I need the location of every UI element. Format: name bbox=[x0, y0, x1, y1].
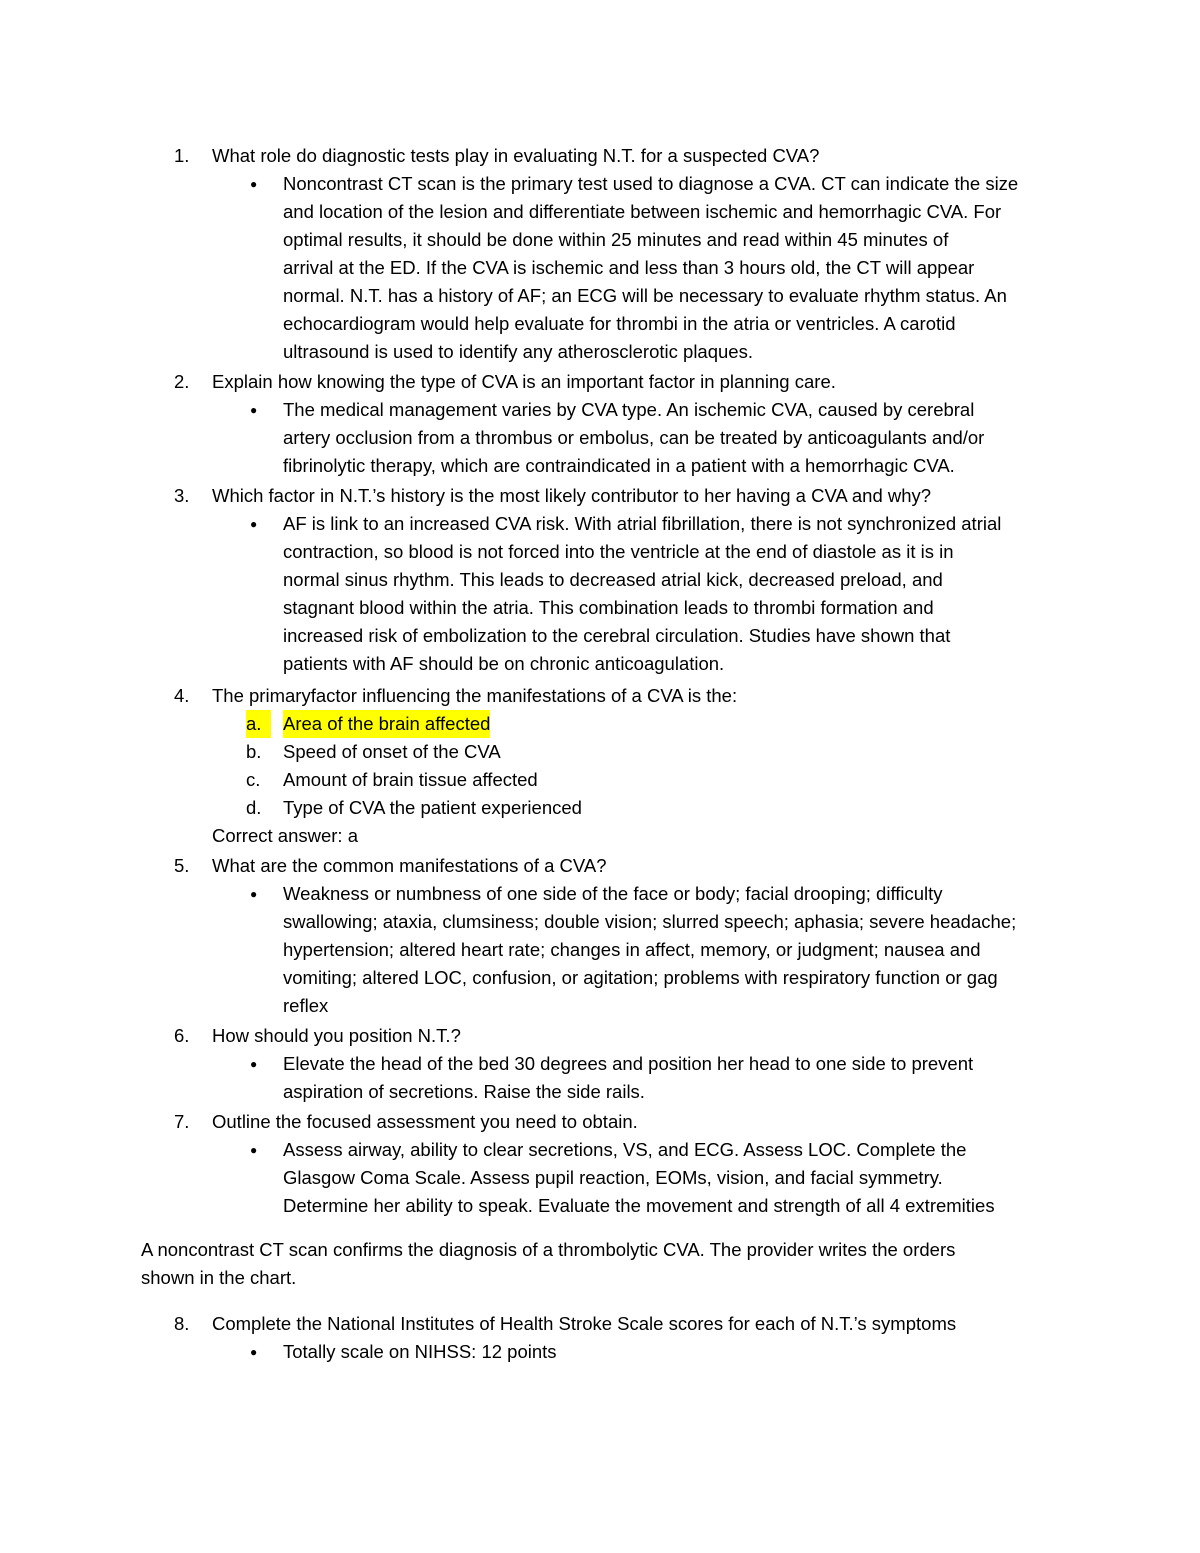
q4-correct-answer: Correct answer: a bbox=[212, 825, 358, 846]
q3-answer-line: contraction, so blood is not forced into the ventricle at the end of diastole as it is in bbox=[283, 541, 954, 562]
q6-number: 6. bbox=[174, 1025, 190, 1046]
q4-question: The primaryfactor influencing the manifestations of a CVA is the: bbox=[212, 685, 738, 706]
q3-question: Which factor in N.T.’s history is the most likely contributor to her having a CVA and why? bbox=[212, 485, 932, 506]
q4-option-c-letter: c. bbox=[246, 769, 261, 790]
bullet-icon: ● bbox=[250, 1057, 258, 1071]
q5-number: 5. bbox=[174, 855, 190, 876]
q3-answer-line: AF is link to an increased CVA risk. With atrial fibrillation, there is not synchronized atrial bbox=[283, 513, 1002, 534]
q1-answer-line: Noncontrast CT scan is the primary test used to diagnose a CVA. CT can indicate the size bbox=[283, 173, 1019, 194]
q4-option-b-text: Speed of onset of the CVA bbox=[283, 741, 501, 762]
q3-answer-line: stagnant blood within the atria. This combination leads to thrombi formation and bbox=[283, 597, 934, 618]
q3-number: 3. bbox=[174, 485, 190, 506]
q4-number: 4. bbox=[174, 685, 190, 706]
q5-answer-line: vomiting; altered LOC, confusion, or agitation; problems with respiratory function or gag bbox=[283, 967, 998, 988]
q2-number: 2. bbox=[174, 371, 190, 392]
q1-answer-line: normal. N.T. has a history of AF; an ECG will be necessary to evaluate rhythm status. An bbox=[283, 285, 1007, 306]
q6-answer-line: Elevate the head of the bed 30 degrees and position her head to one side to prevent bbox=[283, 1053, 974, 1074]
q7-answer-line: Determine her ability to speak. Evaluate the movement and strength of all 4 extremities bbox=[283, 1195, 995, 1216]
q2-answer-line: artery occlusion from a thrombus or embolus, can be treated by anticoagulants and/or bbox=[283, 427, 985, 448]
q5-question: What are the common manifestations of a CVA? bbox=[212, 855, 607, 876]
q7-answer-line: Assess airway, ability to clear secretions, VS, and ECG. Assess LOC. Complete the bbox=[283, 1139, 967, 1160]
q3-answer-line: increased risk of embolization to the cerebral circulation. Studies have shown that bbox=[283, 625, 951, 646]
q1-answer-line: and location of the lesion and differentiate between ischemic and hemorrhagic CVA. For bbox=[283, 201, 1002, 222]
q1-answer-line: optimal results, it should be done within 25 minutes and read within 45 minutes of bbox=[283, 229, 949, 250]
q6-question: How should you position N.T.? bbox=[212, 1025, 461, 1046]
q2-answer-line: fibrinolytic therapy, which are contraindicated in a patient with a hemorrhagic CVA. bbox=[283, 455, 955, 476]
q3-answer-line: normal sinus rhythm. This leads to decreased atrial kick, decreased preload, and bbox=[283, 569, 943, 590]
q2-question: Explain how knowing the type of CVA is an important factor in planning care. bbox=[212, 371, 836, 392]
q5-answer-line: reflex bbox=[283, 995, 329, 1016]
q8-question: Complete the National Institutes of Health Stroke Scale scores for each of N.T.’s symptoms bbox=[212, 1313, 957, 1334]
q4-option-b-letter: b. bbox=[246, 741, 262, 762]
q4-option-d-letter: d. bbox=[246, 797, 262, 818]
q3-answer-line: patients with AF should be on chronic anticoagulation. bbox=[283, 653, 725, 674]
q4-option-a-letter: a. bbox=[246, 710, 271, 738]
q4-option-c-text: Amount of brain tissue affected bbox=[283, 769, 538, 790]
bullet-icon: ● bbox=[250, 1345, 258, 1359]
q5-answer-line: Weakness or numbness of one side of the face or body; facial drooping; difficulty bbox=[283, 883, 943, 904]
q1-answer-line: arrival at the ED. If the CVA is ischemic and less than 3 hours old, the CT will appear bbox=[283, 257, 975, 278]
interlude-paragraph-line: shown in the chart. bbox=[141, 1267, 297, 1288]
q5-answer-line: hypertension; altered heart rate; changes in affect, memory, or judgment; nausea and bbox=[283, 939, 981, 960]
q7-question: Outline the focused assessment you need to obtain. bbox=[212, 1111, 638, 1132]
q1-answer-line: echocardiogram would help evaluate for thrombi in the atria or ventricles. A carotid bbox=[283, 313, 956, 334]
q4-option-d-text: Type of CVA the patient experienced bbox=[283, 797, 582, 818]
bullet-icon: ● bbox=[250, 1143, 258, 1157]
q6-answer-line: aspiration of secretions. Raise the side rails. bbox=[283, 1081, 645, 1102]
bullet-icon: ● bbox=[250, 403, 258, 417]
q7-answer-line: Glasgow Coma Scale. Assess pupil reaction, EOMs, vision, and facial symmetry. bbox=[283, 1167, 943, 1188]
q8-number: 8. bbox=[174, 1313, 190, 1334]
q1-question: What role do diagnostic tests play in evaluating N.T. for a suspected CVA? bbox=[212, 145, 820, 166]
q4-option-a-text: Area of the brain affected bbox=[283, 710, 490, 738]
q1-number: 1. bbox=[174, 145, 190, 166]
q2-answer-line: The medical management varies by CVA type. An ischemic CVA, caused by cerebral bbox=[283, 399, 975, 420]
q1-answer-line: ultrasound is used to identify any atherosclerotic plaques. bbox=[283, 341, 753, 362]
bullet-icon: ● bbox=[250, 887, 258, 901]
bullet-icon: ● bbox=[250, 177, 258, 191]
bullet-icon: ● bbox=[250, 517, 258, 531]
q7-number: 7. bbox=[174, 1111, 190, 1132]
q8-answer-line: Totally scale on NIHSS: 12 points bbox=[283, 1341, 557, 1362]
interlude-paragraph-line: A noncontrast CT scan confirms the diagnosis of a thrombolytic CVA. The provider writes the orders bbox=[141, 1239, 956, 1260]
q5-answer-line: swallowing; ataxia, clumsiness; double vision; slurred speech; aphasia; severe headache; bbox=[283, 911, 1017, 932]
